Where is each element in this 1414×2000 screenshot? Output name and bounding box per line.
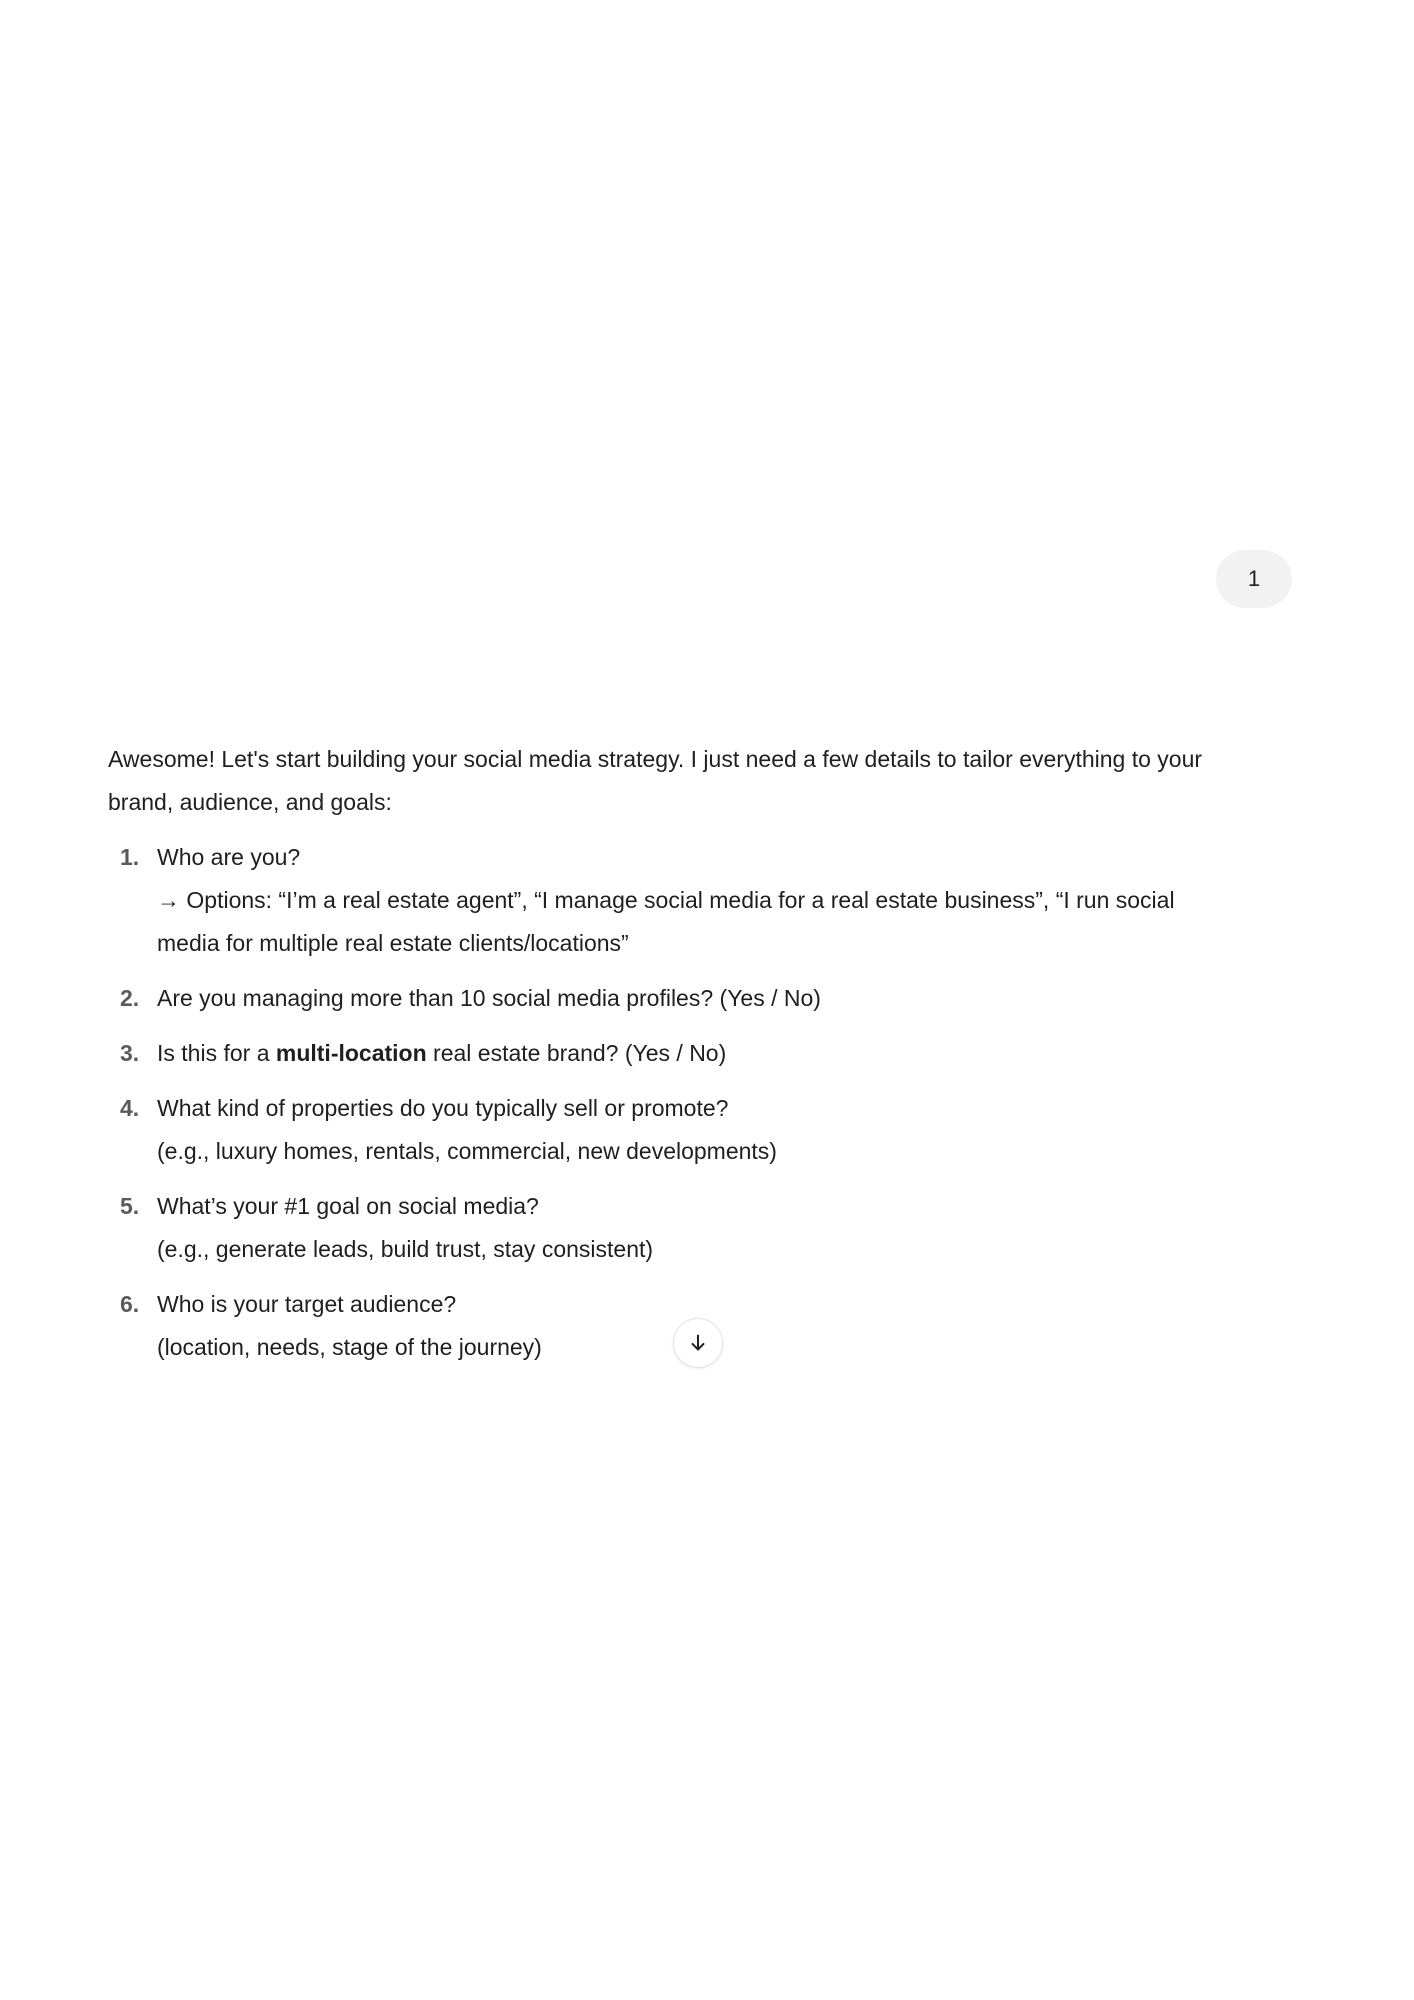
question-text: What’s your #1 goal on social media? — [157, 1193, 539, 1219]
arrow-down-icon — [687, 1332, 709, 1354]
question-number: 2. — [120, 985, 140, 1011]
question-text-suffix: real estate brand? (Yes / No) — [426, 1040, 727, 1066]
question-text: Are you managing more than 10 social media profiles? (Yes / No) — [157, 985, 821, 1011]
assistant-message — [108, 738, 1308, 1381]
question-item-2 — [108, 977, 1308, 1020]
question-text — [157, 1032, 1308, 1075]
intro-line: brand, audience, and goals: — [108, 789, 392, 815]
question-text-prefix: Is this for a — [157, 1040, 276, 1066]
question-item-5 — [108, 1185, 1308, 1271]
user-message-bubble — [1216, 550, 1292, 608]
question-item-4 — [108, 1087, 1308, 1173]
assistant-intro — [108, 738, 1308, 824]
question-number: 6. — [120, 1291, 140, 1317]
question-options: → Options: “I’m a real estate agent”, “I manage social media for a real estate business”, “I run social — [157, 887, 1175, 913]
question-text: Who are you? — [157, 844, 301, 870]
question-number: 1. — [120, 844, 140, 870]
question-item-1 — [108, 836, 1308, 965]
question-item-3 — [108, 1032, 1308, 1075]
question-number: 4. — [120, 1095, 140, 1121]
question-examples: (location, needs, stage of the journey) — [157, 1334, 542, 1360]
question-list — [108, 836, 1308, 1369]
question-text: What kind of properties do you typically sell or promote? — [157, 1095, 729, 1121]
question-examples: (e.g., luxury homes, rentals, commercial, new developments) — [157, 1138, 777, 1164]
user-message-text: 1 — [1247, 566, 1261, 591]
question-number: 5. — [120, 1193, 140, 1219]
scroll-to-bottom-button[interactable] — [673, 1318, 723, 1368]
question-examples: (e.g., generate leads, build trust, stay consistent) — [157, 1236, 654, 1262]
question-text-bold: multi-location — [275, 1040, 427, 1066]
question-text: Who is your target audience? — [157, 1291, 457, 1317]
question-options-continued: media for multiple real estate clients/locations” — [157, 930, 629, 956]
intro-line: Awesome! Let's start building your social media strategy. I just need a few details to tailor everything to your — [108, 746, 1203, 772]
question-number: 3. — [120, 1040, 140, 1066]
